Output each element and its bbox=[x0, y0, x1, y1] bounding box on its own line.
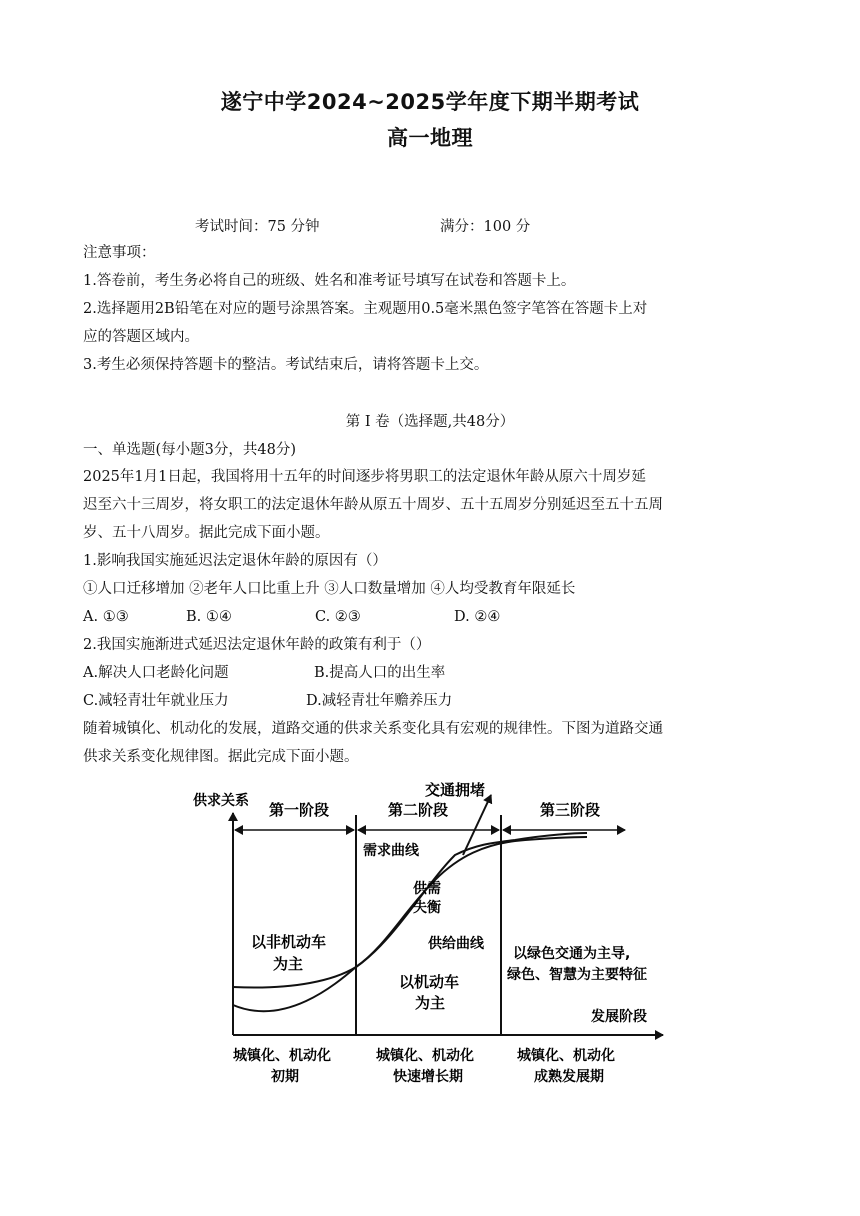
section-heading: 一、单选题(每小题3分，共48分) bbox=[83, 442, 296, 458]
imbalance-label: 供需 bbox=[413, 881, 441, 897]
q1-option-c[interactable]: C. ②③ bbox=[315, 609, 361, 625]
stage-label: 第一阶段 bbox=[269, 801, 330, 819]
notice-item: 2.选择题用2B铅笔在对应的题号涂黑答案。主观题用0.5毫米黑色签字笔答在答题卡上对 bbox=[83, 301, 648, 317]
y-axis-label: 供求关系 bbox=[193, 793, 249, 809]
stage-3-note: 绿色、智慧为主要特征 bbox=[507, 967, 647, 983]
question-1-statements: ①人口迁移增加 ②老年人口比重上升 ③人口数量增加 ④人均受教育年限延长 bbox=[83, 581, 576, 597]
exam-time: 考试时间：75 分钟 bbox=[195, 219, 320, 235]
x-axis-label: 发展阶段 bbox=[591, 1009, 647, 1025]
question-2-stem: 2.我国实施渐进式延迟法定退休年龄的政策有利于（） bbox=[83, 637, 431, 653]
stage-label: 第三阶段 bbox=[540, 801, 601, 819]
imbalance-label: 失衡 bbox=[413, 900, 441, 916]
stage-1-note: 为主 bbox=[273, 955, 304, 973]
congestion-label: 交通拥堵 bbox=[425, 781, 486, 799]
q2-option-b[interactable]: B.提高人口的出生率 bbox=[314, 665, 446, 681]
passage-line: 2025年1月1日起，我国将用十五年的时间逐步将男职工的法定退休年龄从原六十周岁延 bbox=[83, 469, 646, 485]
notice-item: 3.考生必须保持答题卡的整洁。考试结束后，请将答题卡上交。 bbox=[83, 357, 489, 373]
full-score: 满分：100 分 bbox=[440, 219, 531, 235]
section-title: 第 Ⅰ 卷（选择题,共48分） bbox=[345, 414, 515, 430]
period-label: 快速增长期 bbox=[393, 1069, 463, 1085]
stage-2-note: 以机动车 bbox=[399, 973, 460, 991]
notice-item: 1.答卷前，考生务必将自己的班级、姓名和准考证号填写在试卷和答题卡上。 bbox=[83, 273, 576, 289]
question-1-stem: 1.影响我国实施延迟法定退休年龄的原因有（） bbox=[83, 553, 387, 569]
q1-option-a[interactable]: A. ①③ bbox=[83, 609, 129, 625]
passage-line: 供求关系变化规律图。据此完成下面小题。 bbox=[83, 749, 359, 765]
traffic-supply-demand-diagram bbox=[185, 775, 675, 1095]
period-label: 初期 bbox=[271, 1069, 299, 1085]
notice-item: 应的答题区域内。 bbox=[83, 329, 199, 345]
period-label: 城镇化、机动化 bbox=[376, 1048, 474, 1064]
passage-line: 岁、五十八周岁。据此完成下面小题。 bbox=[83, 525, 330, 541]
stage-label: 第二阶段 bbox=[388, 801, 449, 819]
q1-option-d[interactable]: D. ②④ bbox=[454, 609, 501, 625]
period-label: 城镇化、机动化 bbox=[517, 1048, 615, 1064]
demand-curve-label: 需求曲线 bbox=[363, 843, 419, 859]
stage-1-note: 以非机动车 bbox=[251, 933, 327, 951]
q1-option-b[interactable]: B. ①④ bbox=[186, 609, 232, 625]
subject-title: 高一地理 bbox=[387, 126, 473, 150]
exam-title: 遂宁中学2024~2025学年度下期半期考试 bbox=[220, 90, 640, 114]
passage-line: 迟至六十三周岁，将女职工的法定退休年龄从原五十周岁、五十五周岁分别延迟至五十五周 bbox=[83, 497, 663, 513]
period-label: 成熟发展期 bbox=[534, 1069, 604, 1085]
supply-curve-label: 供给曲线 bbox=[428, 936, 484, 952]
q2-option-a[interactable]: A.解决人口老龄化问题 bbox=[83, 665, 229, 681]
q2-option-c[interactable]: C.减轻青壮年就业压力 bbox=[83, 693, 229, 709]
stage-3-note: 以绿色交通为主导, bbox=[513, 946, 631, 962]
passage-line: 随着城镇化、机动化的发展，道路交通的供求关系变化具有宏观的规律性。下图为道路交通 bbox=[83, 721, 663, 737]
notice-heading: 注意事项： bbox=[83, 245, 156, 261]
period-label: 城镇化、机动化 bbox=[233, 1048, 331, 1064]
stage-2-note: 为主 bbox=[415, 994, 446, 1012]
q2-option-d[interactable]: D.减轻青壮年赡养压力 bbox=[306, 693, 453, 709]
